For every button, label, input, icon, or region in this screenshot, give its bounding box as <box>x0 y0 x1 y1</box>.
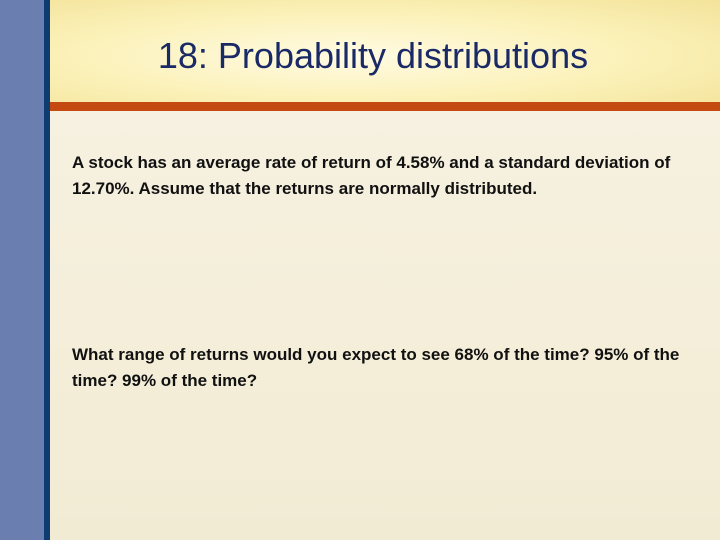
title-divider <box>50 102 720 111</box>
left-accent-bar <box>0 0 44 540</box>
problem-statement: A stock has an average rate of return of 4.58% and a standard deviation of 12.70%. Assume that the returns are normally distributed. <box>72 153 671 198</box>
slide-title: 18: Probability distributions <box>157 35 589 76</box>
problem-question: What range of returns would you expect to see 68% of the time? 95% of the time? 99% of the time? <box>72 345 680 390</box>
